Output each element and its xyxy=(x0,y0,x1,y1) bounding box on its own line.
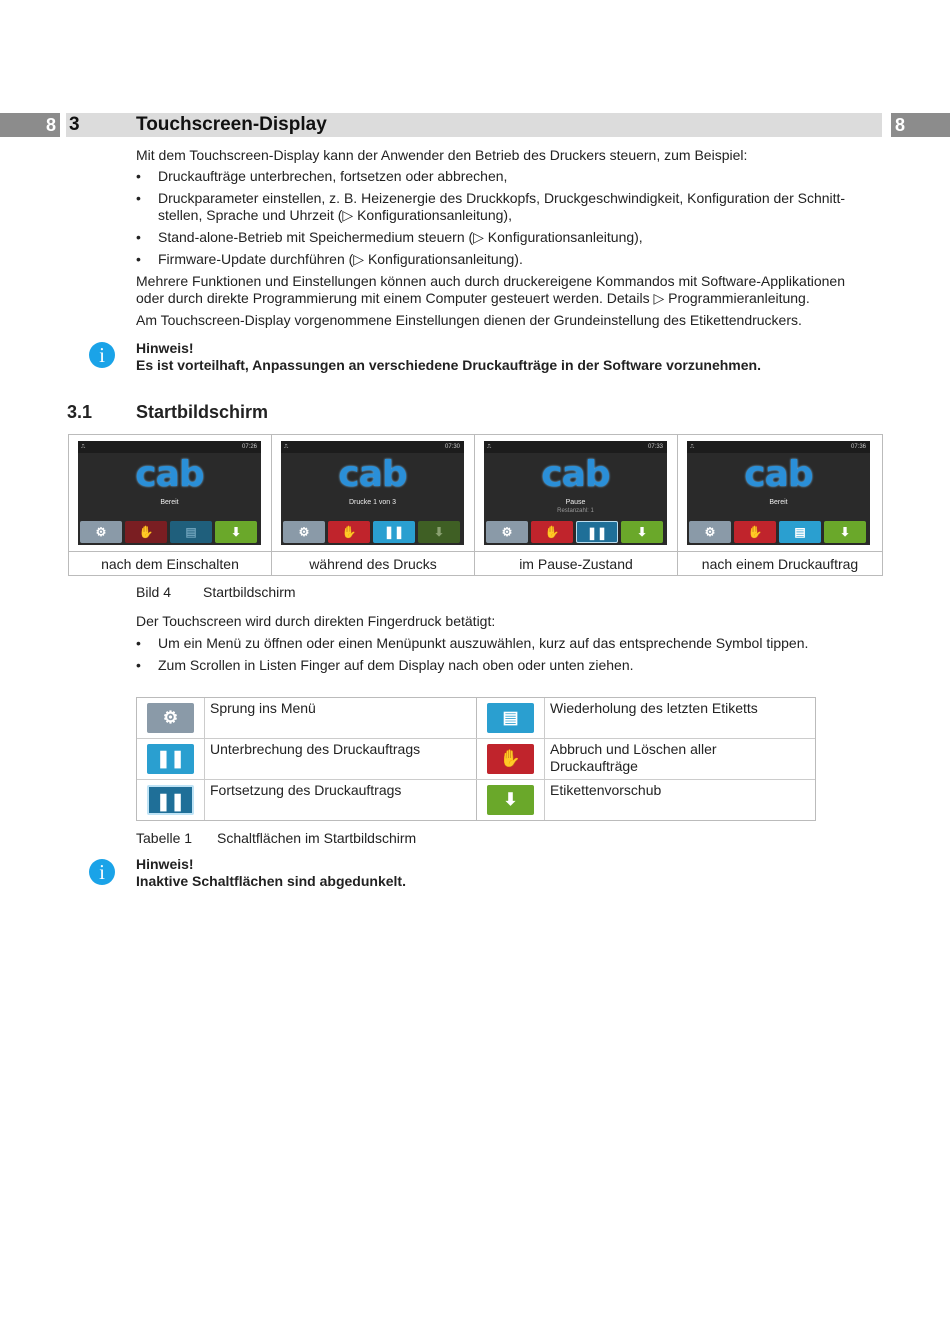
touch-lead: Der Touchscreen wird durch direkten Fingerdruck betätigt: xyxy=(136,613,496,629)
repeat-label-icon: ▤ xyxy=(170,521,212,543)
table-cell: Etikettenvorschub xyxy=(550,782,662,798)
pause-icon: ❚❚ xyxy=(373,521,415,543)
screen-status: Bereit xyxy=(769,499,788,506)
chapter-header xyxy=(66,113,882,137)
cancel-hand-icon: ✋ xyxy=(328,521,370,543)
note-title: Hinweis! xyxy=(136,340,194,356)
paragraph-line: oder durch direkte Programmierung mit einem Computer gesteuert werden. Details ▷ Programmieranleitung. xyxy=(136,290,810,306)
table-cell: Wiederholung des letzten Etiketts xyxy=(550,700,758,716)
cancel-hand-icon: ✋ xyxy=(487,744,534,774)
screen-cell xyxy=(272,435,475,575)
table-row xyxy=(137,780,815,820)
resume-icon: ❚❚ xyxy=(147,785,194,815)
cab-logo: cab xyxy=(744,454,813,495)
figure-label: Bild 4 xyxy=(136,584,172,600)
screen-caption: während des Drucks xyxy=(272,551,474,576)
feed-arrow-icon: ⬇ xyxy=(487,785,534,815)
info-icon: i xyxy=(89,859,115,885)
touchscreen-image xyxy=(687,441,870,545)
figure-caption: Startbildschirm xyxy=(203,584,296,600)
status-bar: ⎍ 07:36 xyxy=(687,441,870,453)
chapter-number: 3 xyxy=(69,114,80,135)
status-bar: ⎍ 07:26 xyxy=(78,441,261,453)
screen-cell xyxy=(69,435,272,575)
resume-icon: ❚❚ xyxy=(576,521,618,543)
page-number-left: 8 xyxy=(0,113,60,137)
table-cell: Sprung ins Menü xyxy=(210,700,316,716)
page-number-right: 8 xyxy=(891,113,950,137)
section-title: Startbildschirm xyxy=(136,402,269,422)
feed-arrow-icon: ⬇ xyxy=(215,521,257,543)
table-caption: Schaltflächen im Startbildschirm xyxy=(217,830,417,846)
screen-status: Drucke 1 von 3 xyxy=(348,499,397,506)
cancel-hand-icon: ✋ xyxy=(734,521,776,543)
feed-arrow-icon: ⬇ xyxy=(418,521,460,543)
gear-icon: ⚙ xyxy=(283,521,325,543)
feed-arrow-icon: ⬇ xyxy=(621,521,663,543)
screen-status: Bereit xyxy=(160,499,179,506)
pause-icon: ❚❚ xyxy=(147,744,194,774)
buttons-table xyxy=(136,697,816,821)
screen-cell xyxy=(678,435,882,575)
startscreen-figure xyxy=(68,434,883,576)
cab-logo: cab xyxy=(541,454,610,495)
table-row xyxy=(137,739,815,780)
note-title: Hinweis! xyxy=(136,856,194,872)
touchscreen-image xyxy=(281,441,464,545)
cab-logo: cab xyxy=(338,454,407,495)
paragraph-line: Mehrere Funktionen und Einstellungen können auch durch druckereigene Kommandos mit Software-Applikationen xyxy=(136,273,845,289)
screen-substatus: Restanzahl: 1 xyxy=(557,508,594,514)
chapter-title: Touchscreen-Display xyxy=(136,114,327,135)
table-label: Tabelle 1 xyxy=(136,830,193,846)
screen-caption: nach einem Druckauftrag xyxy=(678,551,882,576)
gear-icon: ⚙ xyxy=(689,521,731,543)
screen-caption: im Pause-Zustand xyxy=(475,551,677,576)
table-cell: Unterbrechung des Druckauftrags xyxy=(210,741,421,757)
cab-logo: cab xyxy=(135,454,204,495)
note-text: Inaktive Schaltflächen sind abgedunkelt. xyxy=(136,873,406,889)
cancel-hand-icon: ✋ xyxy=(125,521,167,543)
touchscreen-image xyxy=(484,441,667,545)
feed-arrow-icon: ⬇ xyxy=(824,521,866,543)
intro-lead: Mit dem Touchscreen-Display kann der Anwender den Betrieb des Druckers steuern, zum Beispiel: xyxy=(136,147,748,163)
paragraph: Am Touchscreen-Display vorgenommene Einstellungen dienen der Grundeinstellung des Etikettendruckers. xyxy=(136,312,802,328)
screen-status: Pause xyxy=(565,499,586,506)
repeat-label-icon: ▤ xyxy=(779,521,821,543)
screen-caption: nach dem Einschalten xyxy=(69,551,271,576)
section-number: 3.1 xyxy=(67,402,93,422)
cancel-hand-icon: ✋ xyxy=(531,521,573,543)
gear-icon: ⚙ xyxy=(486,521,528,543)
table-row xyxy=(137,698,815,739)
table-cell: Abbruch und Löschen aller Druckaufträge xyxy=(550,741,717,774)
info-icon: i xyxy=(89,342,115,368)
gear-icon: ⚙ xyxy=(80,521,122,543)
note-text: Es ist vorteilhaft, Anpassungen an verschiedene Druckaufträge in der Software vorzunehmen. xyxy=(136,357,761,373)
table-cell: Fortsetzung des Druckauftrags xyxy=(210,782,402,798)
touchscreen-image xyxy=(78,441,261,545)
gear-icon: ⚙ xyxy=(147,703,194,733)
repeat-label-icon: ▤ xyxy=(487,703,534,733)
status-bar: ⎍ 07:30 xyxy=(281,441,464,453)
status-bar: ⎍ 07:33 xyxy=(484,441,667,453)
screen-cell xyxy=(475,435,678,575)
